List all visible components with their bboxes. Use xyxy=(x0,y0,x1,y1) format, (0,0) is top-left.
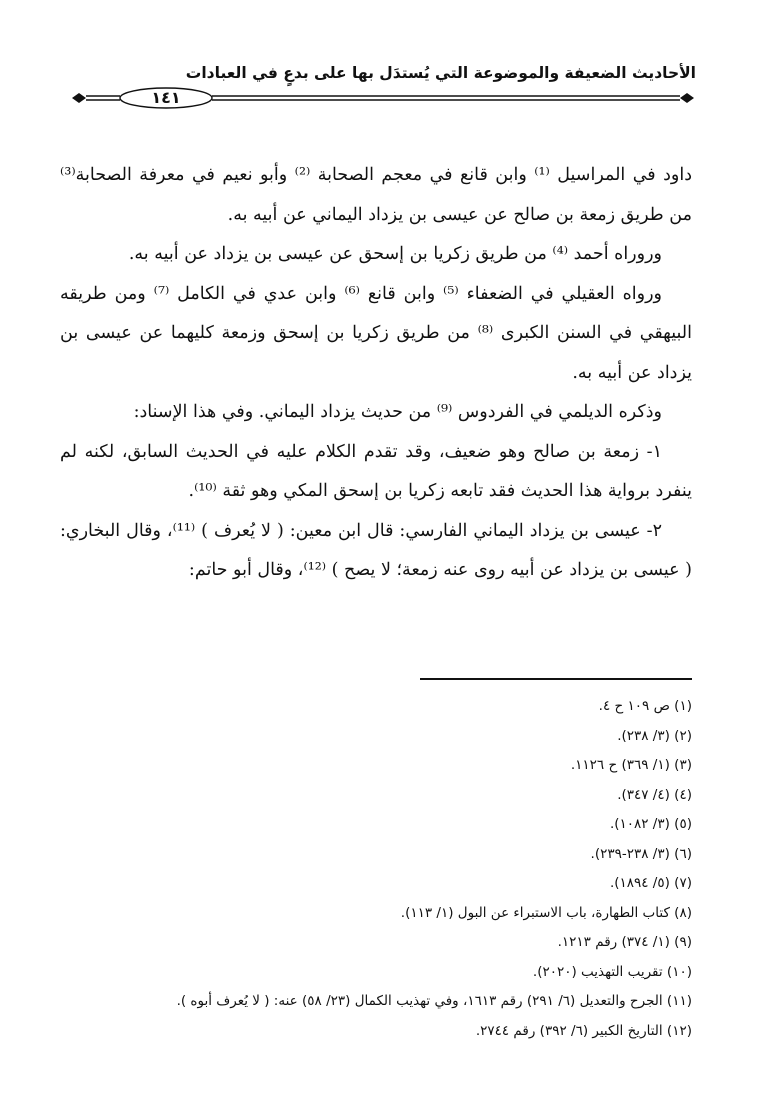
footnote-item: (١١) الجرح والتعديل (٦/ ٢٩١) رقم ١٦١٣، وفي تهذيب الكمال (٢٣/ ٥٨) عنه: ( لا يُعرف أبوه ). xyxy=(176,993,692,1009)
footnote-item: (١٢) التاريخ الكبير (٦/ ٣٩٢) رقم ٢٧٤٤. xyxy=(475,1022,692,1039)
body-paragraph: ورواه العقيلي في الضعفاء ⁽⁵⁾ وابن قانع ⁽⁶⁾ وابن عدي في الكامل ⁽⁷⁾ ومن طريقه البيهقي في السنن الكبرى ⁽⁸⁾ من طريق زكريا بن إسحق وزمعة كليهما عن عيسى بن يزداد عن أبيه به. xyxy=(60,283,692,383)
running-title: الأحاديث الضعيفة والموضوعة التي يُستدَل بها على بدعٍ في العبادات xyxy=(185,64,696,82)
footnote-item: (٢) (٣/ ٢٣٨). xyxy=(617,727,692,744)
footnote-item: (٦) (٣/ ٢٣٨-٢٣٩). xyxy=(590,845,692,862)
body-paragraph: داود في المراسيل ⁽¹⁾ وابن قانع في معجم الصحابة ⁽²⁾ وأبو نعيم في معرفة الصحابة⁽³⁾ من طريق زمعة بن صالح عن عيسى بن يزداد اليماني عن أبيه به. xyxy=(60,165,692,225)
footnote-item: (٩) (١/ ٣٧٤) رقم ١٢١٣. xyxy=(557,934,692,950)
footnote-item: (٣) (١/ ٣٦٩) ح ١١٢٦. xyxy=(570,757,692,773)
footnote-item: (٤) (٤/ ٣٤٧). xyxy=(617,786,692,803)
footnote-item: (١) ص ١٠٩ ح ٤. xyxy=(598,698,692,714)
footnotes xyxy=(52,692,692,1046)
footnote-item: (١٠) تقريب التهذيب (٢٠٢٠). xyxy=(532,963,692,980)
body-paragraph: ٢- عيسى بن يزداد اليماني الفارسي: قال ابن معين: ( لا يُعرف ) ⁽¹¹⁾، وقال البخاري: ( عيسى بن يزداد عن أبيه روى عنه زمعة؛ لا يصح ) ⁽¹²⁾، وقال أبو حاتم: xyxy=(60,520,692,580)
body-paragraph: وذكره الديلمي في الفردوس ⁽⁹⁾ من حديث يزداد اليماني. وفي هذا الإسناد: xyxy=(133,402,662,422)
body-paragraph: وروراه أحمد ⁽⁴⁾ من طريق زكريا بن إسحق عن عيسى بن يزداد عن أبيه به. xyxy=(128,244,662,264)
footnote-item: (٥) (٣/ ١٠٨٢). xyxy=(609,816,692,832)
footnote-item: (٨) كتاب الطهارة، باب الاستبراء عن البول (١/ ١١٣). xyxy=(400,904,692,921)
main-text xyxy=(60,156,692,591)
footnote-separator xyxy=(420,678,692,680)
page-number: ١٤١ xyxy=(151,88,181,107)
footnote-item: (٧) (٥/ ١٨٩٤). xyxy=(609,875,692,891)
body-paragraph: ١- زمعة بن صالح وهو ضعيف، وقد تقدم الكلام عليه في الحديث السابق، لكنه لم ينفرد برواية هذا الحديث فقد تابعه زكريا بن إسحق المكي وهو ثقة ⁽¹⁰⁾. xyxy=(60,441,692,501)
